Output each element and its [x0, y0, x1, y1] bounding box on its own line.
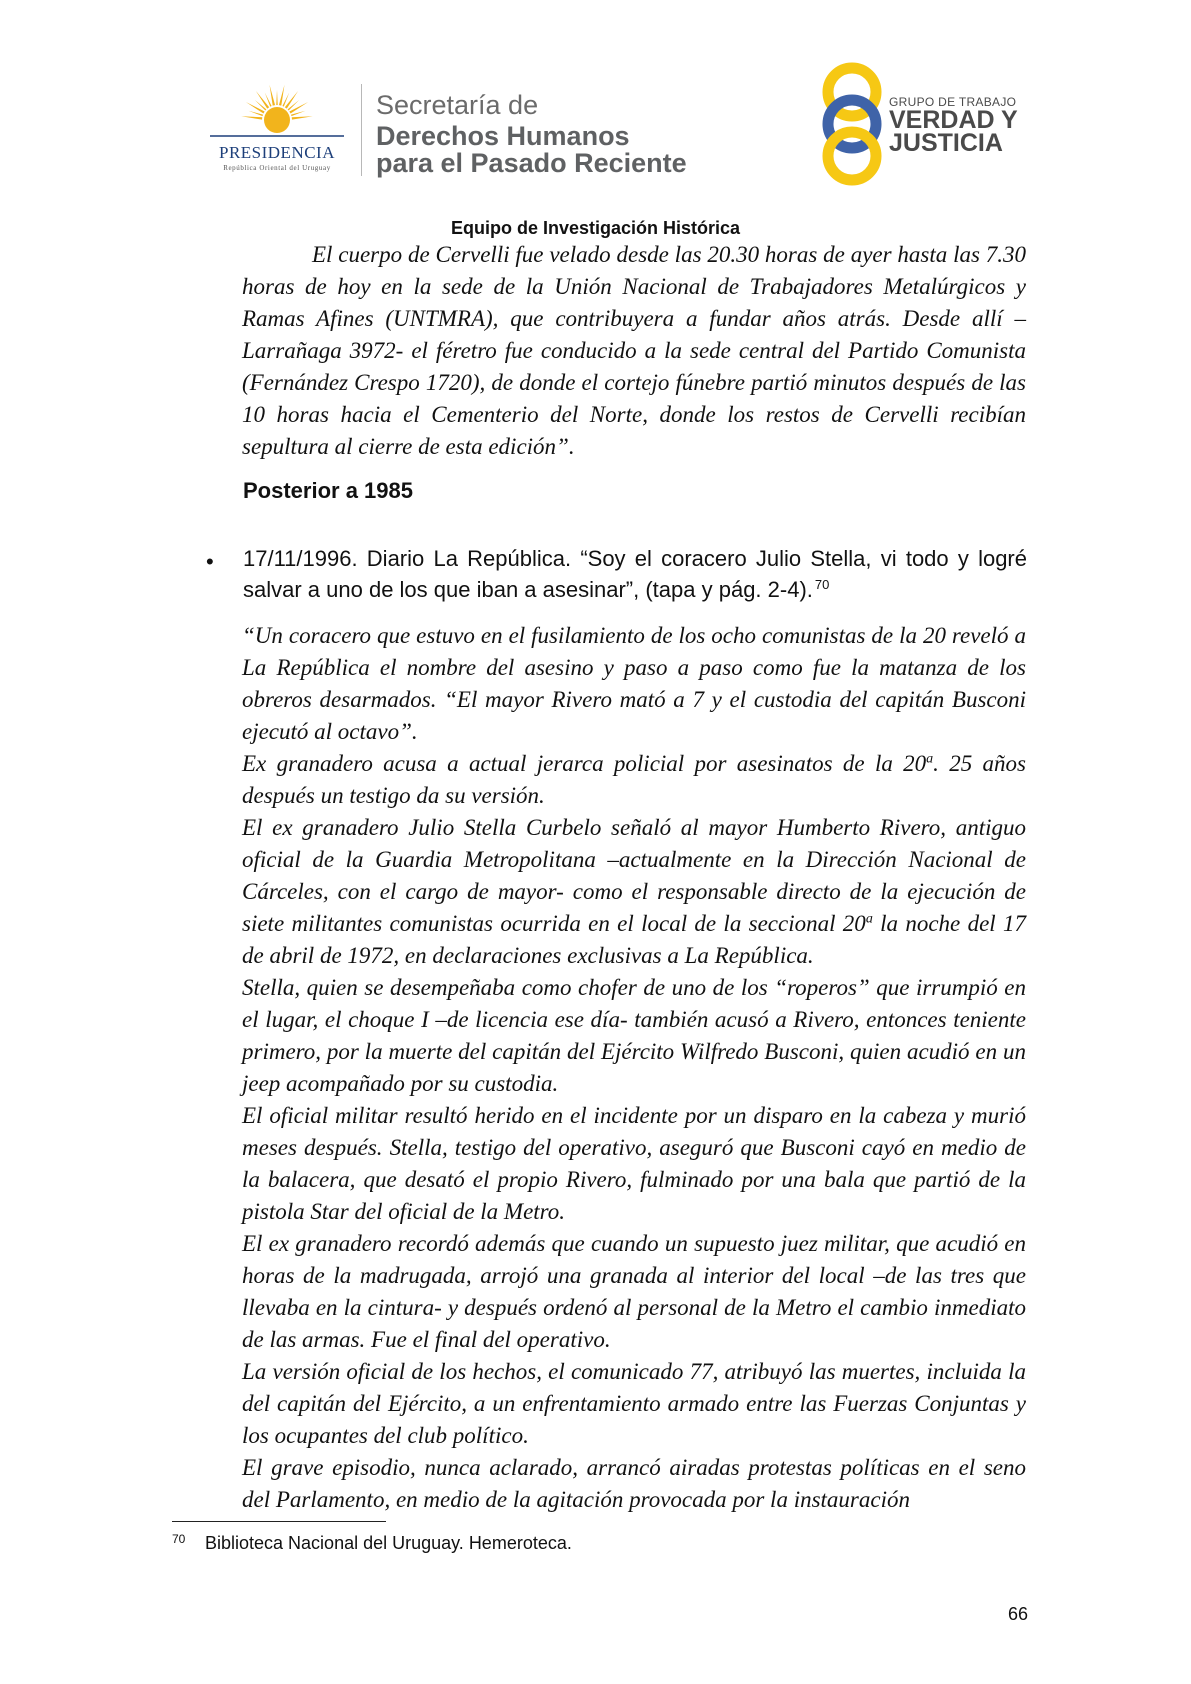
quote-paragraph: Stella, quien se desempeñaba como chofer de uno de los “roperos” que irrumpió en el lugar, el choque I –de licencia ese día- también acusó a Rivero, entonces teniente primero, por la muerte del capitán del Ejército Wilfredo Busconi, quien acudió en un jeep acompañado por su custodia. — [242, 975, 1026, 1096]
sun-ray — [289, 102, 308, 114]
secretaria-line-3: para el Pasado Reciente — [376, 148, 687, 178]
ordinal-superscript: a — [865, 911, 873, 927]
quote-block — [242, 620, 1026, 1516]
sun-ray — [285, 91, 298, 109]
footnote-number: 70 — [172, 1532, 186, 1546]
secretaria-line-2: Derechos Humanos — [376, 121, 630, 151]
quote-paragraph — [242, 812, 1026, 972]
quote-text: Ex granadero acusa a actual jerarca policial por asesinatos de la 20 — [242, 751, 927, 776]
sun-ray — [246, 102, 265, 114]
secretaria-line-1: Secretaría de — [376, 90, 539, 120]
ordinal-superscript: a — [926, 751, 934, 767]
vyj-verdad-label: VERDAD Y — [889, 106, 1018, 134]
section-heading: Posterior a 1985 — [243, 478, 413, 503]
intro-paragraph: El cuerpo de Cervelli fue velado desde las 20.30 horas de ayer hasta las 7.30 horas de hoy en la sede de la Unión Nacional de Trabajadores Metalúrgicos y Ramas Afines (UNTMRA), que contribuyera a fundar años atrás. Desde allí –Larrañaga 3972- el féretro fue conducido a la sede central del Partido Comunista (Fernández Crespo 1720), de donde el cortejo fúnebre partió minutos después de las 10 horas hacia el Cementerio del Norte, donde los restos de Cervelli recibían sepultura al cierre de esta edición”. — [242, 242, 1026, 459]
sun-core — [264, 107, 290, 133]
verdad-justicia-rings-logo — [812, 62, 892, 186]
footnote-text: Biblioteca Nacional del Uruguay. Hemeroteca. — [205, 1533, 572, 1553]
quote-paragraph — [242, 748, 1026, 812]
quote-text: la noche del 17 de abril de 1972, en declaraciones exclusivas a La República. — [242, 911, 1026, 968]
header-divider — [361, 84, 362, 176]
sun-ray — [292, 116, 313, 119]
sun-ray — [279, 85, 285, 106]
bullet-marker: • — [206, 549, 214, 574]
quote-paragraph: El oficial militar resultó herido en el incidente por un disparo en la cabeza y murió meses después. Stella, testigo del operativo, aseguró que Busconi cayó en medio de la balacera, que desató el propio Rivero, fulminado por una bala que partió de la pistola Star del oficial de la Metro. — [242, 1103, 1026, 1224]
page-number: 66 — [1008, 1604, 1029, 1624]
quote-paragraph: El ex granadero recordó además que cuando un supuesto juez militar, que acudió en horas de la madrugada, arrojó una granada al interior del local –de las tres que llevaba en la cintura- y después ordenó al personal de la Metro el cambio inmediato de las armas. Fue el final del operativo. — [242, 1231, 1026, 1352]
quote-paragraph: El grave episodio, nunca aclarado, arrancó airadas protestas políticas en el seno del Parlamento, en medio de la agitación provocada por la instauración — [242, 1455, 1026, 1512]
bullet-text: 17/11/1996. Diario La República. “Soy el coracero Julio Stella, vi todo y logré salvar a uno de los que iban a asesinar”, (tapa y pág. 2-4). — [243, 546, 1027, 602]
footnote-separator — [172, 1521, 386, 1522]
quote-text: . 25 años después un testigo da su versión. — [242, 751, 1026, 808]
quote-text: El ex granadero Julio Stella Curbelo señaló al mayor Humberto Rivero, antiguo oficial de la Guardia Metropolitana –actualmente en la Dirección Nacional de Cárceles, con el cargo de mayor- como el responsable directo de la ejecución de siete militantes comunistas ocurrida en el local de la seccional 20 — [242, 815, 1026, 936]
team-title: Equipo de Investigación Histórica — [450, 218, 741, 238]
quote-paragraph: “Un coracero que estuvo en el fusilamiento de los ocho comunistas de la 20 reveló a La República el nombre del asesino y paso a paso como fue la matanza de los obreros desarmados. “El mayor Rivero mató a 7 y el custodia del capitán Busconi ejecutó al octavo”. — [242, 623, 1026, 744]
sun-ray — [241, 116, 262, 119]
sun-ray — [256, 91, 269, 109]
bullet-item — [243, 543, 1027, 605]
presidencia-subtitle: República Oriental del Uruguay — [223, 164, 331, 172]
vyj-justicia-label: JUSTICIA — [889, 129, 1003, 157]
presidencia-name: PRESIDENCIA — [218, 143, 335, 162]
sun-ray — [276, 90, 277, 105]
quote-paragraph: La versión oficial de los hechos, el comunicado 77, atribuyó las muertes, incluida la del capitán del Ejército, a un enfrentamiento armado entre las Fuerzas Conjuntas y los ocupantes del club político. — [242, 1359, 1026, 1448]
vyj-group-label: GRUPO DE TRABAJO — [889, 95, 1017, 109]
sun-ray — [270, 85, 276, 106]
footnote-reference: 70 — [814, 576, 830, 592]
